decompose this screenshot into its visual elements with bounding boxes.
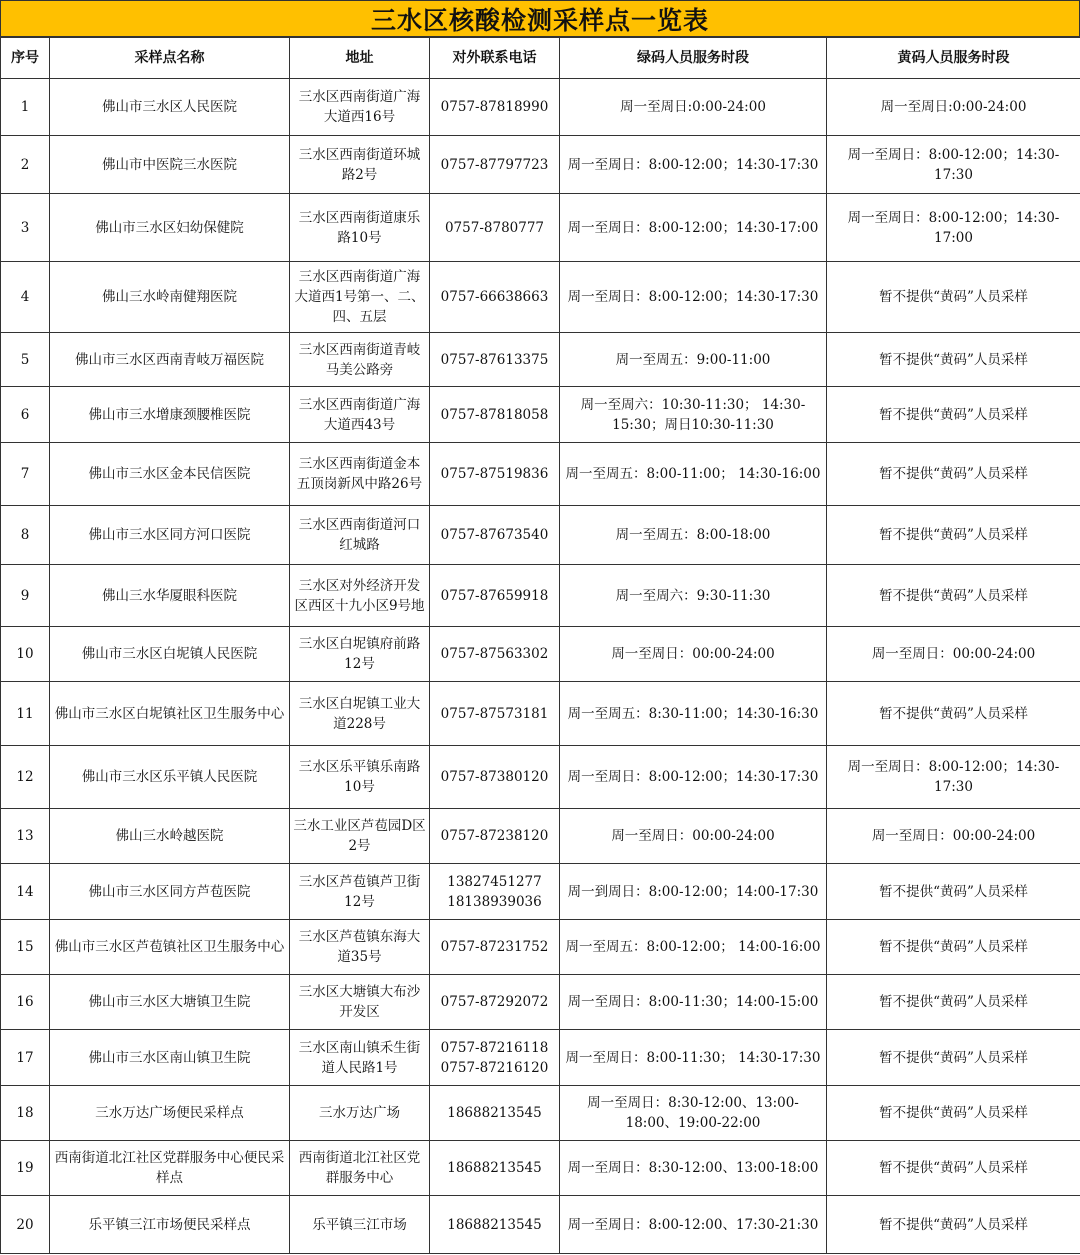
- table-row: [1, 1196, 1080, 1254]
- cell-yellow-hours: 周一至周日：8:00-12:00；14:30-17:00: [827, 194, 1080, 262]
- cell-phone: 0757-87797723: [430, 136, 560, 194]
- cell-site-name: 佛山市三水增康颈腰椎医院: [50, 387, 290, 443]
- cell-yellow-hours: 周一至周日：8:00-12:00；14:30-17:30: [827, 746, 1080, 809]
- cell-yellow-hours: 暂不提供“黄码”人员采样: [827, 565, 1080, 627]
- cell-index: 6: [1, 387, 50, 443]
- cell-address: 三水区芦苞镇芦卫街12号: [290, 864, 430, 920]
- cell-site-name: 佛山市三水区同方芦苞医院: [50, 864, 290, 920]
- cell-green-hours: 周一至周日：8:30-12:00、13:00-18:00、19:00-22:00: [560, 1086, 827, 1141]
- cell-site-name: 佛山市三水区白坭镇人民医院: [50, 627, 290, 682]
- cell-green-hours: 周一至周六：10:30-11:30； 14:30-15:30；周日10:30-11:30: [560, 387, 827, 443]
- cell-site-name: 佛山市中医院三水医院: [50, 136, 290, 194]
- cell-phone: 0757-8780777: [430, 194, 560, 262]
- cell-address: 三水区西南街道广海大道西43号: [290, 387, 430, 443]
- cell-green-hours: 周一至周日：00:00-24:00: [560, 627, 827, 682]
- table-row: [1, 920, 1080, 975]
- cell-phone: 18688213545: [430, 1196, 560, 1254]
- cell-address: 三水区南山镇禾生街道人民路1号: [290, 1030, 430, 1086]
- cell-index: 4: [1, 262, 50, 333]
- header-yellow-hours: 黄码人员服务时段: [827, 38, 1080, 79]
- table-row: [1, 194, 1080, 262]
- cell-phone: 0757-87613375: [430, 333, 560, 387]
- table-row: [1, 79, 1080, 136]
- cell-site-name: 佛山市三水区人民医院: [50, 79, 290, 136]
- cell-site-name: 佛山三水华厦眼科医院: [50, 565, 290, 627]
- cell-phone: 0757-87659918: [430, 565, 560, 627]
- cell-yellow-hours: 暂不提供“黄码”人员采样: [827, 864, 1080, 920]
- cell-phone: 18688213545: [430, 1086, 560, 1141]
- header-index: 序号: [1, 38, 50, 79]
- cell-index: 13: [1, 809, 50, 864]
- table-row: [1, 627, 1080, 682]
- cell-address: 三水区西南街道金本五顶岗新风中路26号: [290, 443, 430, 506]
- cell-yellow-hours: 周一至周日:0:00-24:00: [827, 79, 1080, 136]
- cell-address: 三水区对外经济开发区西区十九小区9号地: [290, 565, 430, 627]
- cell-phone: 18688213545: [430, 1141, 560, 1196]
- cell-index: 10: [1, 627, 50, 682]
- cell-green-hours: 周一至周五：9:00-11:00: [560, 333, 827, 387]
- cell-site-name: 佛山三水岭越医院: [50, 809, 290, 864]
- cell-index: 17: [1, 1030, 50, 1086]
- cell-site-name: 佛山市三水区妇幼保健院: [50, 194, 290, 262]
- cell-address: 三水区白坭镇工业大道228号: [290, 682, 430, 746]
- cell-site-name: 佛山市三水区金本民信医院: [50, 443, 290, 506]
- cell-site-name: 乐平镇三江市场便民采样点: [50, 1196, 290, 1254]
- cell-yellow-hours: 暂不提供“黄码”人员采样: [827, 333, 1080, 387]
- cell-index: 1: [1, 79, 50, 136]
- cell-site-name: 佛山市三水区同方河口医院: [50, 506, 290, 565]
- cell-green-hours: 周一至周日：8:00-11:30； 14:30-17:30: [560, 1030, 827, 1086]
- cell-site-name: 佛山市三水区西南青岐万福医院: [50, 333, 290, 387]
- table-row: [1, 136, 1080, 194]
- cell-phone: 0757-87292072: [430, 975, 560, 1030]
- cell-green-hours: 周一至周五：8:00-11:00； 14:30-16:00: [560, 443, 827, 506]
- header-address: 地址: [290, 38, 430, 79]
- cell-site-name: 佛山市三水区芦苞镇社区卫生服务中心: [50, 920, 290, 975]
- cell-phone: 0757-87563302: [430, 627, 560, 682]
- cell-address: 乐平镇三江市场: [290, 1196, 430, 1254]
- cell-green-hours: 周一至周五：8:30-11:00；14:30-16:30: [560, 682, 827, 746]
- cell-index: 14: [1, 864, 50, 920]
- cell-yellow-hours: 周一至周日：00:00-24:00: [827, 627, 1080, 682]
- cell-yellow-hours: 暂不提供“黄码”人员采样: [827, 975, 1080, 1030]
- cell-address: 三水区西南街道康乐路10号: [290, 194, 430, 262]
- cell-site-name: 西南街道北江社区党群服务中心便民采样点: [50, 1141, 290, 1196]
- cell-address: 三水区西南街道广海大道西1号第一、二、四、五层: [290, 262, 430, 333]
- cell-yellow-hours: 暂不提供“黄码”人员采样: [827, 506, 1080, 565]
- cell-green-hours: 周一至周日：8:30-12:00、13:00-18:00: [560, 1141, 827, 1196]
- cell-index: 18: [1, 1086, 50, 1141]
- cell-index: 8: [1, 506, 50, 565]
- cell-phone: 0757-87818990: [430, 79, 560, 136]
- cell-address: 西南街道北江社区党群服务中心: [290, 1141, 430, 1196]
- sampling-sites-table: [0, 37, 1080, 1254]
- cell-index: 15: [1, 920, 50, 975]
- header-name: 采样点名称: [50, 38, 290, 79]
- cell-address: 三水区乐平镇乐南路10号: [290, 746, 430, 809]
- cell-green-hours: 周一至周五：8:00-12:00； 14:00-16:00: [560, 920, 827, 975]
- cell-address: 三水工业区芦苞园D区2号: [290, 809, 430, 864]
- cell-phone: 0757-87380120: [430, 746, 560, 809]
- cell-yellow-hours: 暂不提供“黄码”人员采样: [827, 262, 1080, 333]
- cell-phone: 0757-66638663: [430, 262, 560, 333]
- cell-green-hours: 周一至周日：8:00-12:00、17:30-21:30: [560, 1196, 827, 1254]
- cell-address: 三水区芦苞镇东海大道35号: [290, 920, 430, 975]
- cell-green-hours: 周一到周日：8:00-12:00；14:00-17:30: [560, 864, 827, 920]
- cell-green-hours: 周一至周日：8:00-12:00；14:30-17:30: [560, 136, 827, 194]
- cell-yellow-hours: 暂不提供“黄码”人员采样: [827, 682, 1080, 746]
- cell-yellow-hours: 周一至周日：00:00-24:00: [827, 809, 1080, 864]
- header-green-hours: 绿码人员服务时段: [560, 38, 827, 79]
- cell-index: 11: [1, 682, 50, 746]
- cell-green-hours: 周一至周日：8:00-12:00；14:30-17:30: [560, 746, 827, 809]
- table-row: [1, 746, 1080, 809]
- table-row: [1, 387, 1080, 443]
- cell-index: 20: [1, 1196, 50, 1254]
- cell-site-name: 三水万达广场便民采样点: [50, 1086, 290, 1141]
- cell-index: 5: [1, 333, 50, 387]
- cell-green-hours: 周一至周日：8:00-11:30；14:00-15:00: [560, 975, 827, 1030]
- cell-phone: 0757-87673540: [430, 506, 560, 565]
- cell-yellow-hours: 暂不提供“黄码”人员采样: [827, 1086, 1080, 1141]
- cell-yellow-hours: 暂不提供“黄码”人员采样: [827, 1030, 1080, 1086]
- cell-index: 2: [1, 136, 50, 194]
- table-row: [1, 333, 1080, 387]
- cell-phone: 0757-87231752: [430, 920, 560, 975]
- cell-index: 12: [1, 746, 50, 809]
- cell-green-hours: 周一至周日：00:00-24:00: [560, 809, 827, 864]
- cell-yellow-hours: 周一至周日：8:00-12:00；14:30-17:30: [827, 136, 1080, 194]
- cell-yellow-hours: 暂不提供“黄码”人员采样: [827, 443, 1080, 506]
- cell-address: 三水区西南街道河口红城路: [290, 506, 430, 565]
- table-row: [1, 1086, 1080, 1141]
- table-row: [1, 682, 1080, 746]
- cell-index: 16: [1, 975, 50, 1030]
- cell-green-hours: 周一至周五：8:00-18:00: [560, 506, 827, 565]
- cell-address: 三水区西南街道广海大道西16号: [290, 79, 430, 136]
- cell-site-name: 佛山市三水区白坭镇社区卫生服务中心: [50, 682, 290, 746]
- header-phone: 对外联系电话: [430, 38, 560, 79]
- sheet-title: 三水区核酸检测采样点一览表: [0, 0, 1080, 37]
- cell-site-name: 佛山三水岭南健翔医院: [50, 262, 290, 333]
- cell-address: 三水区西南街道环城路2号: [290, 136, 430, 194]
- cell-site-name: 佛山市三水区大塘镇卫生院: [50, 975, 290, 1030]
- cell-yellow-hours: 暂不提供“黄码”人员采样: [827, 387, 1080, 443]
- table-row: [1, 506, 1080, 565]
- table-row: [1, 975, 1080, 1030]
- table-row: [1, 1141, 1080, 1196]
- cell-phone: 0757-87573181: [430, 682, 560, 746]
- cell-index: 3: [1, 194, 50, 262]
- cell-address: 三水万达广场: [290, 1086, 430, 1141]
- header-row: [1, 38, 1080, 79]
- table-row: [1, 1030, 1080, 1086]
- cell-address: 三水区白坭镇府前路12号: [290, 627, 430, 682]
- cell-phone: 0757-87238120: [430, 809, 560, 864]
- cell-phone: 0757-87818058: [430, 387, 560, 443]
- table-row: [1, 443, 1080, 506]
- cell-yellow-hours: 暂不提供“黄码”人员采样: [827, 920, 1080, 975]
- cell-green-hours: 周一至周六：9:30-11:30: [560, 565, 827, 627]
- cell-address: 三水区大塘镇大布沙开发区: [290, 975, 430, 1030]
- cell-green-hours: 周一至周日:0:00-24:00: [560, 79, 827, 136]
- cell-site-name: 佛山市三水区南山镇卫生院: [50, 1030, 290, 1086]
- cell-address: 三水区西南街道青岐马美公路旁: [290, 333, 430, 387]
- cell-phone: 0757-87519836: [430, 443, 560, 506]
- table-row: [1, 809, 1080, 864]
- cell-yellow-hours: 暂不提供“黄码”人员采样: [827, 1141, 1080, 1196]
- table-row: [1, 864, 1080, 920]
- cell-index: 7: [1, 443, 50, 506]
- table-row: [1, 262, 1080, 333]
- cell-yellow-hours: 暂不提供“黄码”人员采样: [827, 1196, 1080, 1254]
- cell-site-name: 佛山市三水区乐平镇人民医院: [50, 746, 290, 809]
- cell-green-hours: 周一至周日：8:00-12:00；14:30-17:30: [560, 262, 827, 333]
- table-row: [1, 565, 1080, 627]
- cell-phone: 13827451277 18138939036: [430, 864, 560, 920]
- cell-green-hours: 周一至周日：8:00-12:00；14:30-17:00: [560, 194, 827, 262]
- cell-index: 19: [1, 1141, 50, 1196]
- cell-phone: 0757-87216118 0757-87216120: [430, 1030, 560, 1086]
- cell-index: 9: [1, 565, 50, 627]
